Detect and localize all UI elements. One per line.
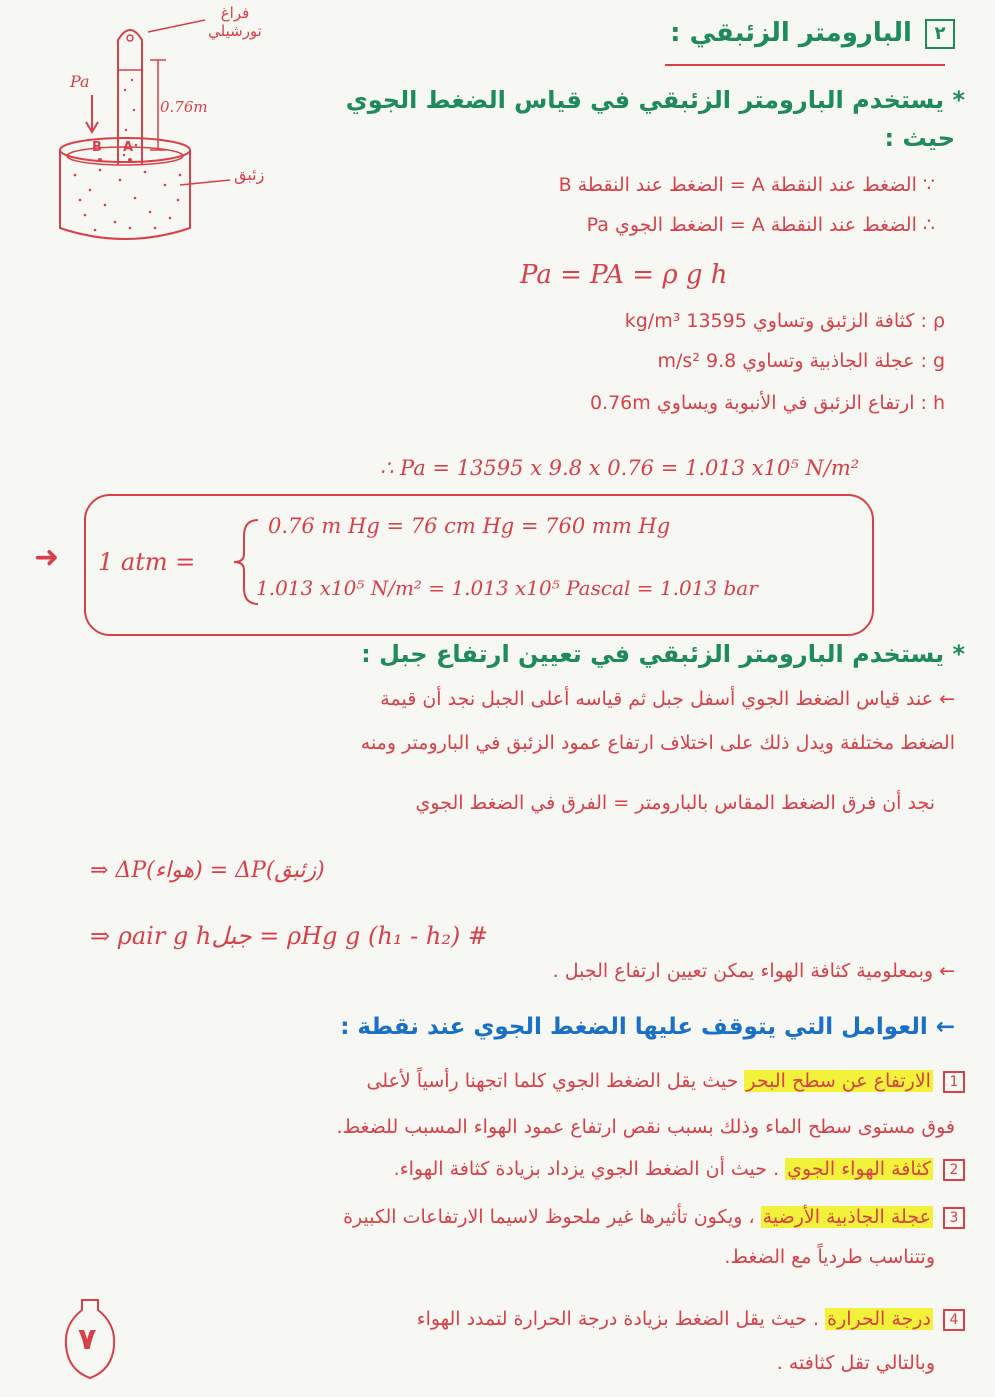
section-title xyxy=(670,18,955,49)
factor-text: . حيث أن الضغط الجوي يزداد بزيادة كثافة الهواء. xyxy=(393,1158,786,1180)
factor-highlight: عجلة الجاذبية الأرضية xyxy=(762,1206,931,1228)
use1-rho: ρ : كثافة الزئبق وتساوي 13595 kg/m³ xyxy=(624,310,945,332)
factor-item-4-cont: وبالتالي تقل كثافته . xyxy=(776,1352,935,1374)
use1-heading-cont: حيث : xyxy=(884,124,955,152)
point-a xyxy=(128,158,132,162)
arrow-icon: ➜ xyxy=(34,540,60,575)
mercury-dots xyxy=(74,169,182,232)
label-height: 0.76m xyxy=(160,98,208,116)
section-number: ٢ xyxy=(925,19,955,49)
label-pa: Pa xyxy=(70,72,90,91)
atm-line2: 1.013 x10⁵ N/m² = 1.013 x10⁵ Pascal = 1.013 bar xyxy=(256,576,758,600)
factor-highlight: درجة الحرارة xyxy=(827,1308,931,1330)
atm-line1: 0.76 m Hg = 76 cm Hg = 760 mm Hg xyxy=(268,514,671,538)
label-a: A xyxy=(123,140,134,155)
factor-text: . حيث يقل الضغط بزيادة درجة الحرارة لتمدد الهواء xyxy=(416,1308,826,1330)
barometer-diagram xyxy=(30,0,320,260)
use2-heading: * يستخدم البارومتر الزئبقي في تعيين ارتفاع جبل : xyxy=(361,640,965,668)
page-number: ٧ xyxy=(78,1322,97,1357)
factor-highlight: كثافة الهواء الجوي xyxy=(787,1158,931,1180)
label-mercury: زئبق xyxy=(234,165,265,184)
factor-number: 3 xyxy=(943,1207,965,1229)
vacuum-pointer xyxy=(148,20,205,32)
use2-p3: نجد أن فرق الضغط المقاس بالبارومتر = الفرق في الضغط الجوي xyxy=(415,792,935,814)
use1-line1: ∵ الضغط عند النقطة A = الضغط عند النقطة B xyxy=(558,174,935,196)
label-vacuum: فراغ تورشيلي xyxy=(208,4,262,40)
atm-label: 1 atm = xyxy=(98,548,196,576)
label-b: B xyxy=(92,140,102,155)
factor-number: 2 xyxy=(943,1159,965,1181)
use2-p1: ← عند قياس الضغط الجوي أسفل جبل ثم قياسه أعلى الجبل نجد أن قيمة xyxy=(380,688,955,710)
title-underline xyxy=(665,64,945,66)
section-title-text: البارومتر الزئبقي : xyxy=(670,18,912,48)
factors-heading: ← العوامل التي يتوقف عليها الضغط الجوي عند نقطة : xyxy=(340,1014,955,1040)
factor-text: حيث يقل الضغط الجوي كلما اتجهنا رأسياً لأعلى xyxy=(366,1070,745,1092)
point-b xyxy=(98,158,102,162)
factor-item-4 xyxy=(417,1306,965,1332)
factor-item-3 xyxy=(343,1204,965,1230)
use1-heading: * يستخدم البارومتر الزئبقي في قياس الضغط الجوي xyxy=(345,86,965,114)
use1-h: h : ارتفاع الزئبق في الأنبوبة ويساوي 0.76m xyxy=(589,392,945,414)
use1-g: g : عجلة الجاذبية وتساوي 9.8 m/s² xyxy=(657,350,945,372)
use1-result: ∴ Pa = 13595 x 9.8 x 0.76 = 1.013 x10⁵ N/m² xyxy=(380,456,860,480)
pa-arrow xyxy=(86,95,98,132)
use1-formula: Pa = PA = ρ g h xyxy=(520,260,728,290)
factor-number: 4 xyxy=(943,1309,965,1331)
factor-text: ، ويكون تأثيرها غير ملحوظ لاسيما الارتفاعات الكبيرة xyxy=(343,1206,761,1228)
use2-eq2: ⇒ ρair g hجبل = ρHg g (h₁ - h₂) # xyxy=(90,922,489,950)
factor-item-3-cont: وتتناسب طردياً مع الضغط. xyxy=(724,1246,935,1268)
use2-eq1: ⇒ ΔP(هواء) = ΔP(زئبق) xyxy=(90,858,325,883)
factor-item-2 xyxy=(394,1156,965,1182)
mercury-pointer xyxy=(180,180,230,185)
factor-number: 1 xyxy=(943,1071,965,1093)
factor-item-1 xyxy=(366,1068,965,1094)
factor-item-1-cont: فوق مستوى سطح الماء وذلك بسبب نقص ارتفاع عمود الهواء المسبب للضغط. xyxy=(336,1116,955,1138)
use2-p4: ← وبمعلومية كثافة الهواء يمكن تعيين ارتفاع الجبل . xyxy=(552,960,955,982)
factor-highlight: الارتفاع عن سطح البحر xyxy=(746,1070,931,1092)
use2-p2: الضغط مختلفة ويدل ذلك على اختلاف ارتفاع عمود الزئبق في البارومتر ومنه xyxy=(360,732,955,754)
use1-line2: ∴ الضغط عند النقطة A = الضغط الجوي Pa xyxy=(586,214,935,236)
